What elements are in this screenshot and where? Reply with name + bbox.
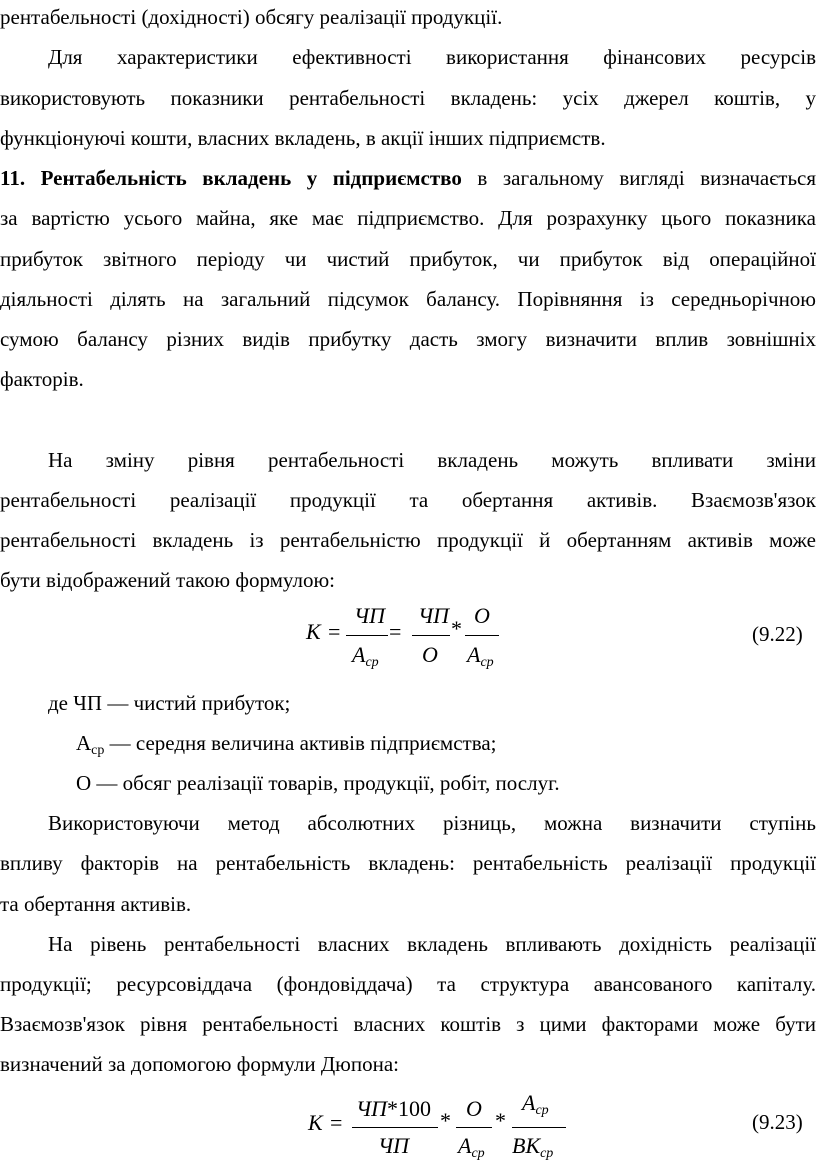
formula-numerator: $А_{ср}$ [522, 1090, 549, 1118]
formula-operator: = [330, 1110, 343, 1135]
text-line: функціонуючі кошти, власних вкладень, в акції інших підприємств. [0, 126, 606, 150]
formula-numerator: ЧП [418, 603, 450, 628]
fraction-bar [456, 1127, 492, 1128]
text-line: сумою балансу різних видів прибутку дасть змогу визначити вплив зовнішніх [0, 327, 816, 351]
formula-symbol: К [308, 1110, 323, 1135]
formula-numerator: ЧП [354, 603, 386, 628]
section-heading-line [0, 165, 816, 191]
text-line: рентабельності вкладень із рентабельністю продукції й обертанням активів може [0, 528, 816, 552]
text-line: бути відображений такою формулою: [0, 568, 335, 592]
text-line: за вартістю усього майна, яке має підприємство. Для розрахунку цього показника [0, 206, 816, 230]
text-line: рентабельності реалізації продукції та обертання активів. Взаємозв'язок [0, 488, 816, 512]
formula-operator: * [451, 616, 462, 641]
formula-denominator: $А_{ср}$ [458, 1133, 485, 1161]
equation-number: (9.22) [752, 622, 803, 646]
fraction-bar [346, 635, 388, 636]
formula-operator: * [495, 1108, 506, 1133]
text-line: використовують показники рентабельності вкладень: усіх джерел коштів, у [0, 86, 816, 110]
text-line: На рівень рентабельності власних вкладень впливають дохідність реалізації [48, 932, 816, 956]
fraction-bar [352, 1127, 438, 1128]
text-line: факторів. [0, 367, 84, 391]
formula-denominator: $А_{ср}$ [467, 642, 494, 670]
formula-numerator: О [466, 1096, 482, 1121]
formula-numerator: ЧП*100 [356, 1096, 432, 1121]
definition-line: де ЧП — чистий прибуток; [48, 691, 291, 715]
text-line: рентабельності (дохідності) обсягу реалізації продукції. [0, 5, 503, 29]
fraction-bar [412, 635, 450, 636]
equation-number: (9.23) [752, 1110, 803, 1134]
text-line: діяльності ділять на загальний підсумок балансу. Порівняння із середньорічною [0, 287, 816, 311]
text-line: визначений за допомогою формули Дюпона: [0, 1052, 399, 1076]
text-line: Взаємозв'язок рівня рентабельності власних коштів з цими факторами може бути [0, 1012, 816, 1036]
formula-denominator: О [422, 642, 438, 667]
fraction-bar [512, 1127, 566, 1128]
fraction-bar [465, 635, 499, 636]
formula-operator: = [389, 619, 402, 644]
text-line: продукції; ресурсовіддача (фондовіддача) та структура авансованого капіталу. [0, 972, 816, 996]
definition-line: $А_{ср}$ — середня величина активів підприємства; [76, 731, 497, 758]
text-line: Використовуючи метод абсолютних різниць, можна визначити ступінь [48, 811, 816, 835]
text-line: На зміну рівня рентабельності вкладень можуть впливати зміни [48, 448, 816, 472]
text-line: прибуток звітного періоду чи чистий прибуток, чи прибуток від операційної [0, 247, 816, 271]
text-line: та обертання активів. [0, 892, 192, 916]
text-span: в загальному вигляді визначається [461, 166, 816, 190]
definition-line: О — обсяг реалізації товарів, продукції, робіт, послуг. [76, 771, 560, 795]
formula-operator: * [440, 1108, 451, 1133]
text-line: Для характеристики ефективності використання фінансових ресурсів [48, 45, 816, 69]
section-title: 11. Рентабельність вкладень у підприємство [0, 166, 462, 190]
formula-operator: = [328, 619, 341, 644]
formula-denominator: $ВК_{ср}$ [512, 1133, 554, 1161]
formula-denominator: ЧП [378, 1133, 410, 1158]
formula-denominator: $А_{ср}$ [352, 642, 379, 670]
formula-numerator: О [474, 603, 490, 628]
formula-symbol: К [306, 619, 321, 644]
text-line: впливу факторів на рентабельність вкладень: рентабельність реалізації продукції [0, 851, 816, 875]
